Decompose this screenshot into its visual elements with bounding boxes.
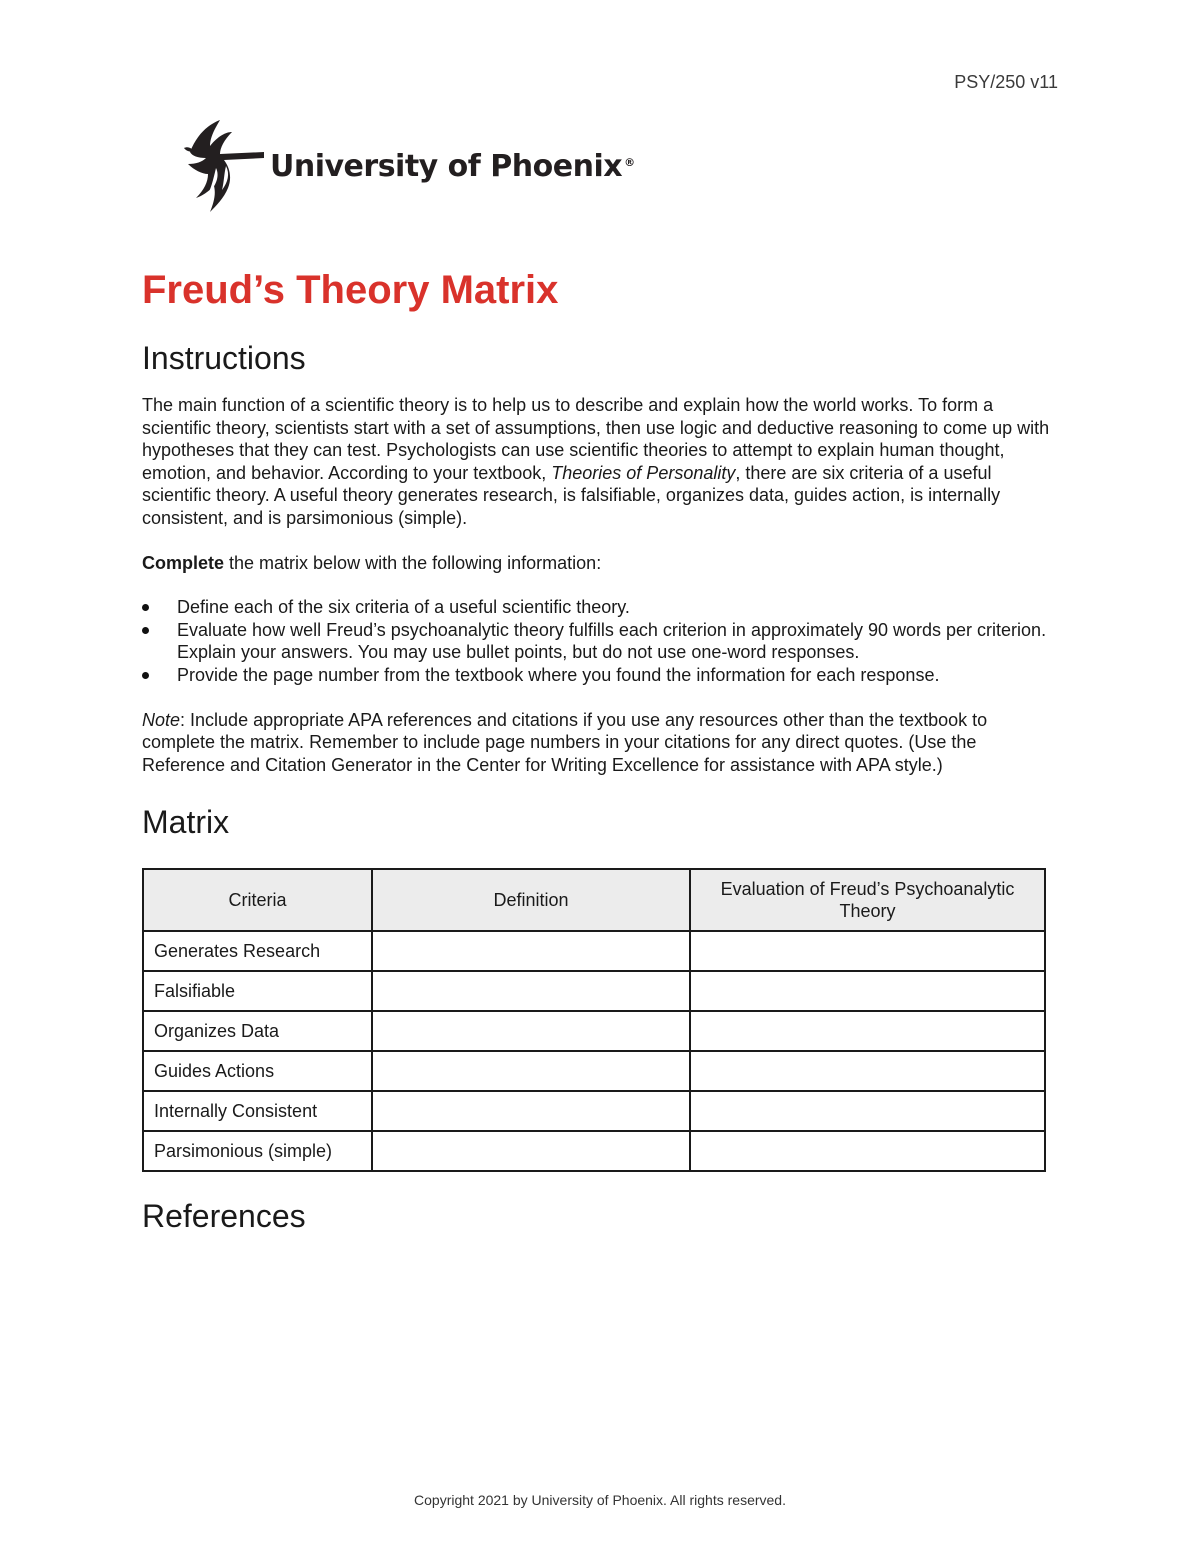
criteria-cell: Falsifiable	[143, 971, 372, 1011]
criteria-cell: Organizes Data	[143, 1011, 372, 1051]
criteria-cell: Internally Consistent	[143, 1091, 372, 1131]
criteria-cell: Parsimonious (simple)	[143, 1131, 372, 1171]
evaluation-cell[interactable]	[690, 931, 1045, 971]
instructions-text-2: , there are six criteria of a useful scientific theory. A useful theory generates research, is falsifiable, organizes data, guides action, is internally consistent, and is parsimonious (simple).	[142, 462, 1001, 528]
references-heading: References	[142, 1198, 306, 1235]
definition-cell[interactable]	[372, 1131, 690, 1171]
textbook-title: Theories of Personality	[551, 462, 736, 483]
definition-cell[interactable]	[372, 931, 690, 971]
bullet-text: Define each of the six criteria of a useful scientific theory.	[177, 597, 630, 618]
definition-cell[interactable]	[372, 1091, 690, 1131]
evaluation-cell[interactable]	[690, 1091, 1045, 1131]
criteria-cell: Guides Actions	[143, 1051, 372, 1091]
bullet-icon	[142, 604, 149, 611]
definition-cell[interactable]	[372, 971, 690, 1011]
table-row	[143, 1091, 1045, 1131]
note-label: Note	[142, 709, 181, 730]
matrix-heading: Matrix	[142, 804, 230, 841]
registered-mark: ®	[624, 155, 635, 169]
instruction-bullets	[142, 596, 1060, 686]
bullet-icon	[142, 672, 149, 679]
instructions-text-1: The main function of a scientific theory is to help us to describe and explain how the world works. To form a scientific theory, scientists start with a set of assumptions, then use logic and deductive reasoning to come up with hypotheses that they can test. Psychologists can use scientific theories to attempt to explain human thought, emotion, and behavior. According to your textbook,	[142, 395, 1050, 483]
column-header-evaluation: Evaluation of Freud’s Psychoanalytic Theory	[690, 869, 1045, 931]
column-header-criteria: Criteria	[143, 869, 372, 931]
instructions-paragraph	[142, 394, 1060, 530]
evaluation-cell[interactable]	[690, 1011, 1045, 1051]
bullet-item	[142, 619, 1060, 664]
bullet-item	[142, 596, 1060, 619]
definition-cell[interactable]	[372, 1051, 690, 1091]
table-row	[143, 971, 1045, 1011]
complete-instruction	[142, 552, 1060, 575]
bullet-text: Provide the page number from the textbook where you found the information for each response.	[177, 664, 940, 685]
copyright-footer: Copyright 2021 by University of Phoenix. All rights reserved.	[414, 1492, 786, 1508]
bullet-item	[142, 664, 1060, 687]
bullet-text: Evaluate how well Freud’s psychoanalytic theory fulfills each criterion in approximately 90 words per criterion. Explain your answers. You may use bullet points, but do not use one-word responses.	[177, 619, 1047, 663]
document-body	[142, 262, 1060, 1238]
definition-cell[interactable]	[372, 1011, 690, 1051]
bullet-icon	[142, 627, 149, 634]
course-code: PSY/250 v11	[954, 72, 1058, 92]
criteria-cell: Generates Research	[143, 931, 372, 971]
complete-label: Complete	[142, 552, 225, 573]
note-paragraph	[142, 709, 1060, 777]
table-row	[143, 1011, 1045, 1051]
evaluation-cell[interactable]	[690, 1131, 1045, 1171]
theory-matrix-table	[142, 868, 1046, 1172]
evaluation-cell[interactable]	[690, 971, 1045, 1011]
table-row	[143, 1131, 1045, 1171]
complete-text: the matrix below with the following information:	[224, 552, 602, 573]
note-text: : Include appropriate APA references and citations if you use any resources other than the textbook to complete the matrix. Remember to include page numbers in your citations for any direct quotes. (Use the Reference and Citation Generator in the Center for Writing Excellence for assistance with APA style.)	[142, 709, 988, 775]
page-title: Freud’s Theory Matrix	[142, 268, 559, 312]
instructions-heading: Instructions	[142, 340, 306, 376]
table-header-row	[143, 869, 1045, 931]
university-logo	[180, 118, 635, 214]
table-row	[143, 1051, 1045, 1091]
evaluation-cell[interactable]	[690, 1051, 1045, 1091]
phoenix-bird-icon	[180, 118, 264, 214]
column-header-definition: Definition	[372, 869, 690, 931]
table-row	[143, 931, 1045, 971]
logo-text: University of Phoenix	[270, 148, 623, 184]
